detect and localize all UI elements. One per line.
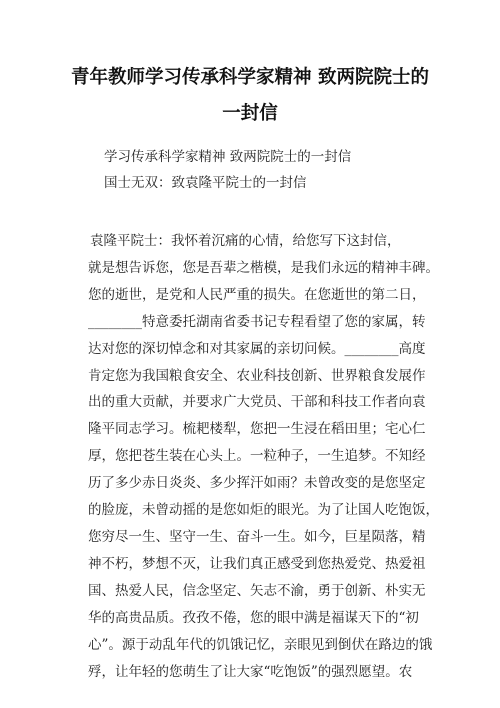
body-line: 华的高贵品质。孜孜不倦，您的眼中满是福谋天下的“初 [88,609,419,626]
document-title [0,0,500,132]
body-line: 隆平同志学习。梳耙楼犁，您把一生浸在稻田里；宅心仁 [88,421,426,438]
subtitle-line: 国士无双：致袁隆平院士的一封信 [104,175,307,191]
body-line: 国、热爱人民，信念坚定、矢志不渝，勇于创新、朴实无 [88,582,426,599]
subtitle-line: 学习传承科学家精神 致两院院士的一封信 [104,149,352,165]
body-line: 心”。源于动乱年代的饥饿记忆，亲眼见到倒伏在路边的饿 [88,636,433,653]
letter-body [0,228,500,685]
body-line: 您的逝世，是党和人民严重的损失。在您逝世的第二日， [88,286,426,303]
body-line: 神不朽，梦想不灭，让我们真正感受到您热爱党、热爱祖 [88,555,426,572]
title-line-1: 青年教师学习传承科学家精神 致两院院士的 [71,67,429,88]
title-line-2: 一封信 [222,103,278,124]
subtitle-block [0,144,500,196]
body-line: 就是想告诉您，您是吾辈之楷模，是我们永远的精神丰碑。 [88,259,439,276]
body-line: 厚，您把苍生装在心头上。一粒种子，一生追梦。不知经 [88,448,426,465]
body-line: 出的重大贡献，并要求广大党员、干部和科技工作者向袁 [88,394,426,411]
body-line: 达对您的深切悼念和对其家属的亲切问候。________高度 [88,340,426,357]
body-line: 殍，让年轻的您萌生了让大家“吃饱饭”的强烈愿望。农 [88,663,413,680]
body-line: 您穷尽一生、坚守一生、奋斗一生。如今，巨星陨落，精 [88,528,426,545]
body-line: 肯定您为我国粮食安全、农业科技创新、世界粮食发展作 [88,367,426,384]
body-line: ________特意委托湖南省委书记专程看望了您的家属，转 [88,313,426,330]
body-line: 袁隆平院士：我怀着沉痛的心情，给您写下这封信， [90,233,401,249]
body-line: 的脸庞，未曾动摇的是您如炬的眼光。为了让国人吃饱饭， [88,502,439,519]
body-line: 历了多少赤日炎炎、多少挥汗如雨？未曾改变的是您坚定 [88,475,426,492]
